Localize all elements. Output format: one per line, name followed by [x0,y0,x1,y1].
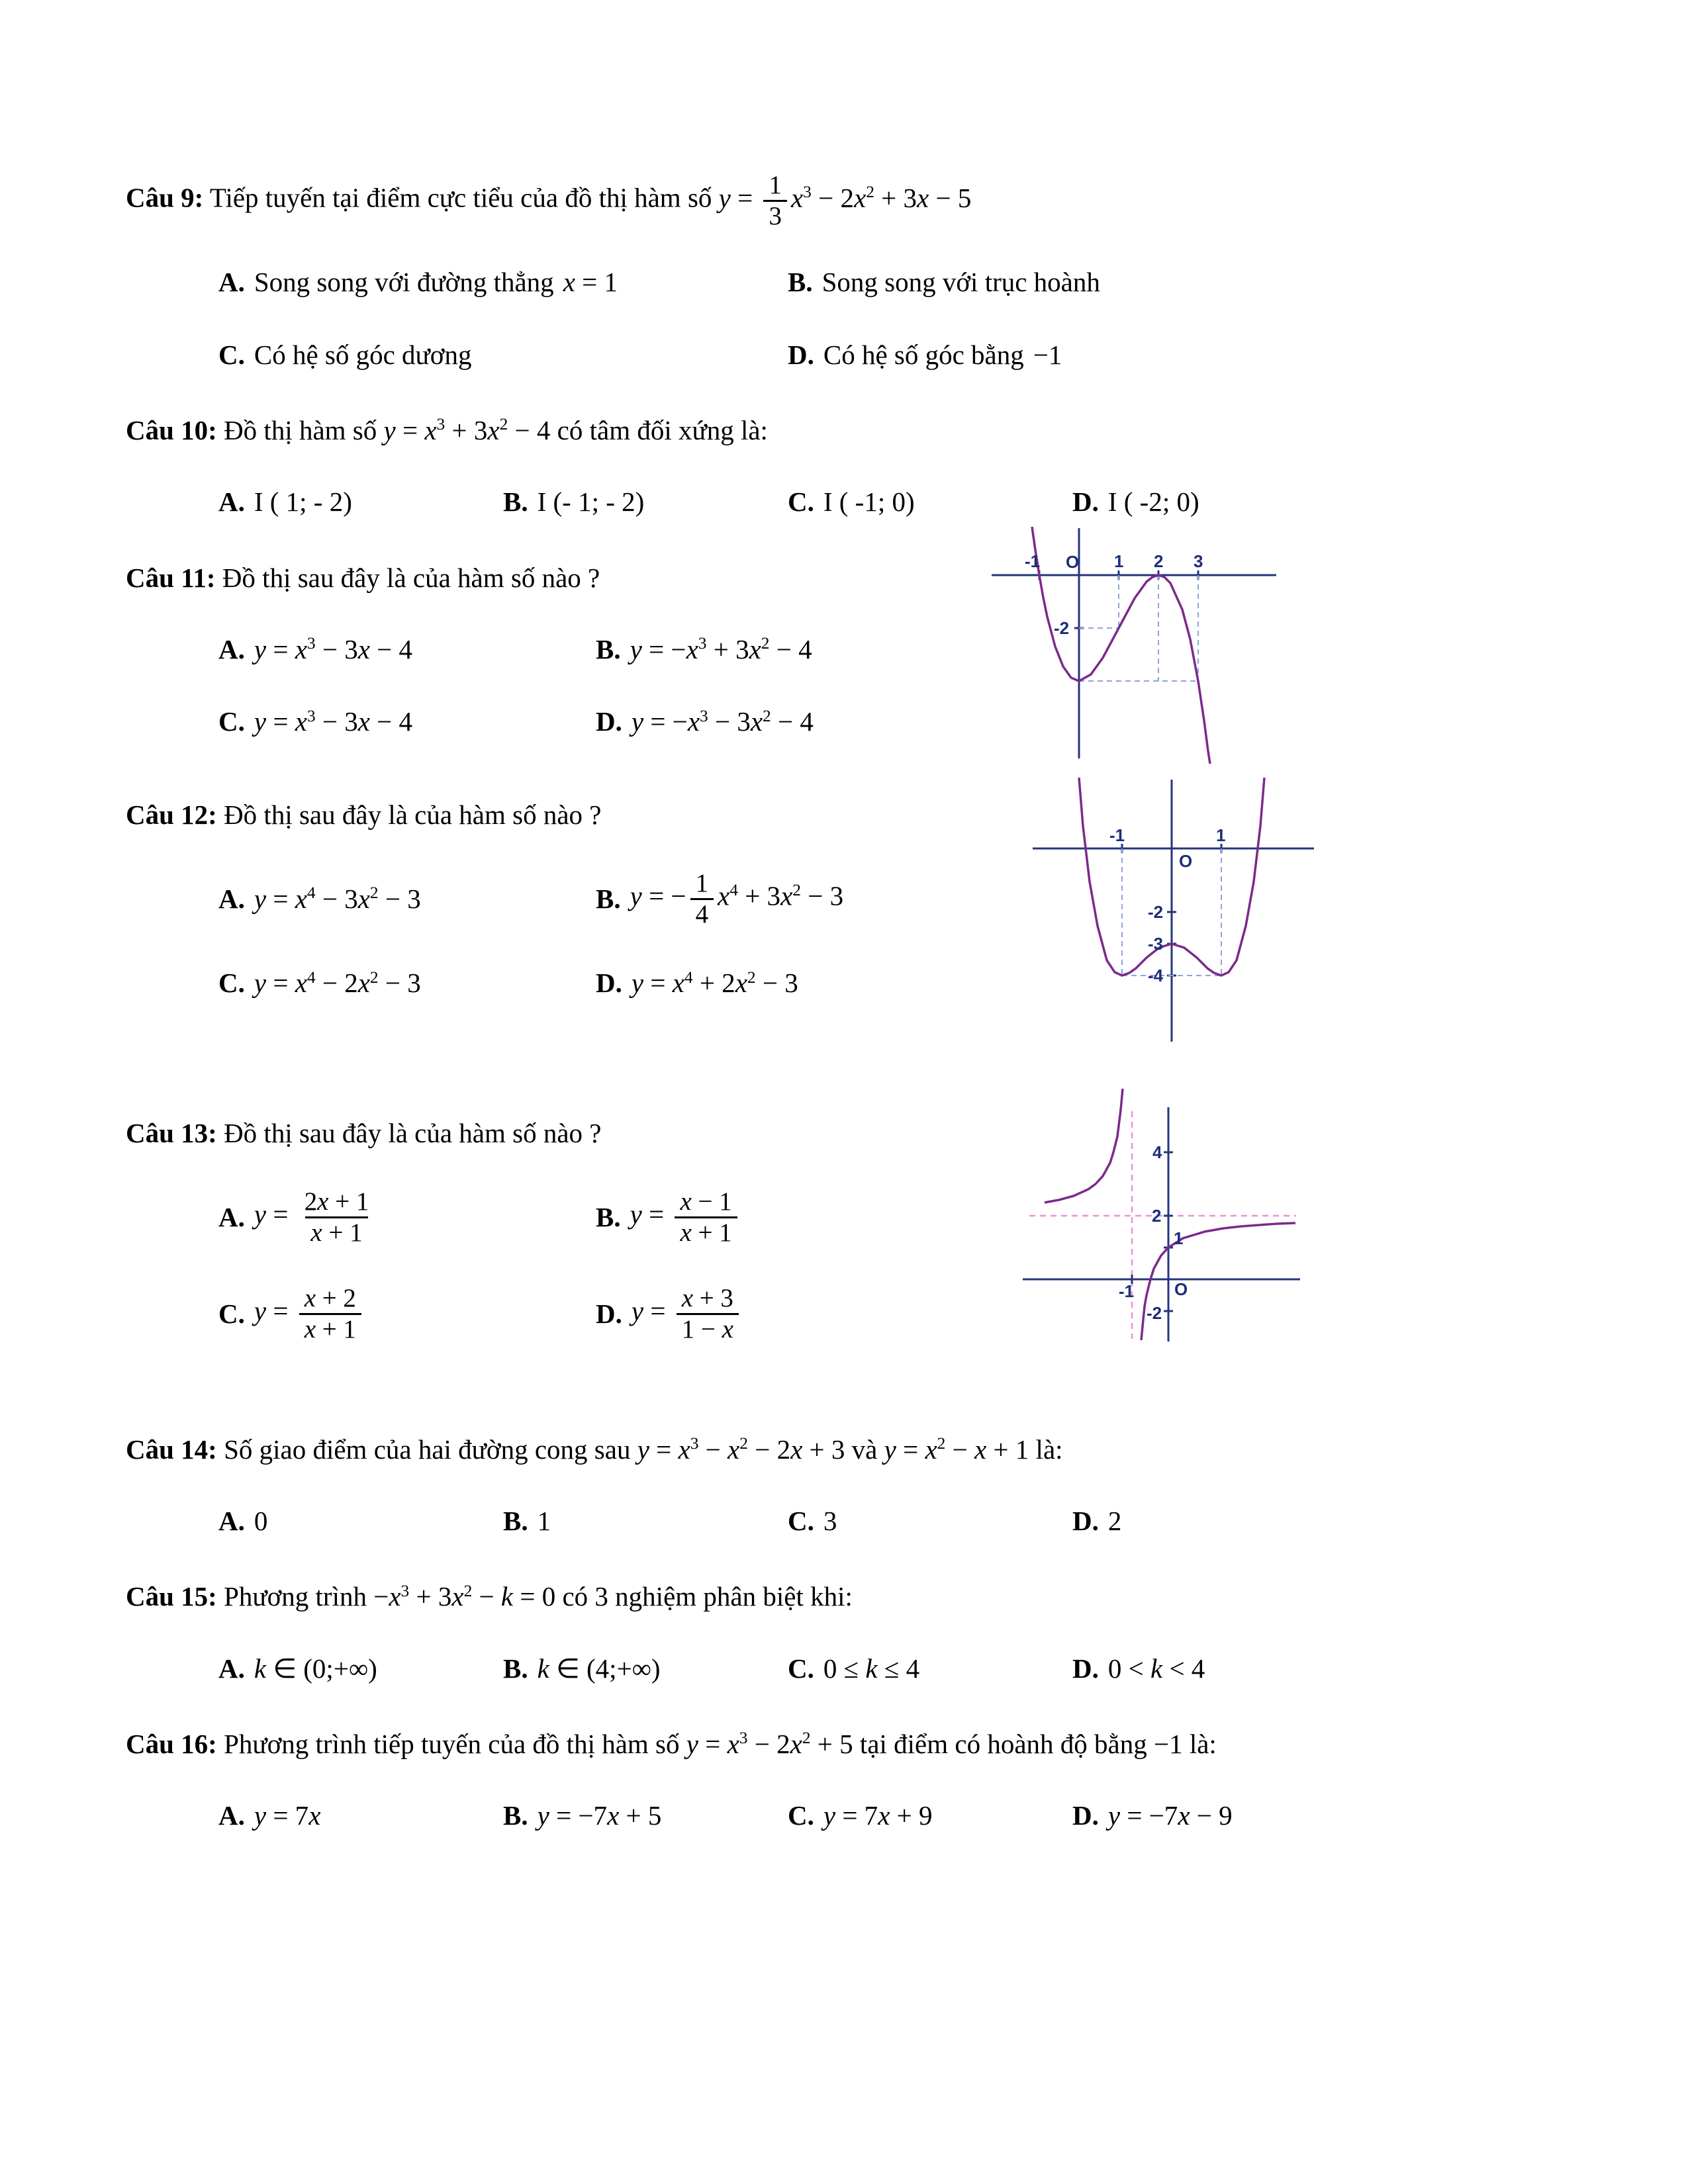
axis-label: 1 [1216,825,1226,845]
option-c [788,484,1072,520]
option-key: C. [788,1505,814,1536]
option-key: B. [503,1800,528,1831]
option-text: I (- 1; - 2) [537,486,645,518]
option-a [218,265,788,300]
axis-label: 4 [1152,1142,1162,1162]
option-a [218,1504,503,1539]
option-c [788,1651,1072,1686]
quartic-graph-figure [1019,776,1324,1055]
question-formula-2: $y = x^2 - x + 1$ [884,1433,1029,1465]
option-key: D. [788,339,814,370]
option-a [218,1187,596,1247]
question-text: Đồ thị sau đây là của hàm số nào ? [224,799,602,830]
question-label: Câu 10: [126,414,217,445]
question-formula: y = $\frac{1}{3}$ $x^3 - 2x^2 + 3x - 5$ [718,171,972,230]
question-12 [126,796,1589,1001]
option-math: k ∈ (4;+∞) [537,1653,661,1684]
options [218,1798,1589,1833]
option-math: y = $\frac{x + 2}{x + 1}$ [254,1284,365,1343]
option-text: 2 [1107,1505,1122,1536]
option-key: C. [218,1298,245,1329]
origin-label: O [1174,1279,1188,1299]
option-math: y = −7x + 5 [537,1800,662,1831]
options [218,1504,1589,1539]
option-key: D. [1072,1800,1099,1831]
option-math: $y = x^3 - 3x - 4$ [254,706,413,737]
option-c [218,338,788,373]
option-key: A. [218,1201,245,1232]
question-label: Câu 13: [126,1117,217,1148]
option-b [788,265,1589,300]
axis-label: 1 [1114,551,1124,571]
question-text: Tiếp tuyến tại điểm cực tiểu của đồ thị hàm số [209,182,712,213]
option-text: Có hệ số góc bằng [823,339,1024,370]
question-text-3: là: [1189,1729,1217,1759]
hyperbola-graph-figure [1013,1081,1304,1352]
cubic-graph-figure [980,525,1284,772]
option-key: B. [503,486,528,518]
question-formula: $-x^3 + 3x^2 - k = 0$ [373,1581,556,1612]
origin-label: O [1179,850,1193,871]
option-math: 0 ≤ k ≤ 4 [823,1653,920,1684]
option-c [218,1284,596,1343]
question-label: Câu 15: [126,1581,217,1612]
option-key: D. [596,706,622,737]
option-math: $y = x^4 + 2x^2 - 3$ [631,968,798,999]
question-text-2: có 3 nghiệm phân biệt khi: [562,1581,853,1612]
option-a [218,1651,503,1686]
axis-label: -1 [1119,1281,1135,1301]
option-math: $y = x^4 - 2x^2 - 3$ [254,968,421,999]
option-key: B. [596,634,621,665]
option-key: C. [788,1800,814,1831]
axis-label: -2 [1148,901,1164,922]
option-math: y = 7x + 9 [823,1800,933,1831]
question-label: Câu 12: [126,799,217,830]
options [218,1187,1589,1344]
question-text: Phương trình [224,1581,367,1612]
option-key: B. [503,1653,528,1684]
axis-label: 1 [1174,1228,1184,1248]
option-key: C. [788,1653,814,1684]
axis-label: 2 [1152,1205,1162,1226]
question-text: Đồ thị sau đây là của hàm số nào ? [224,1117,602,1148]
hyperbola-left-branch [1045,1089,1123,1203]
question-label: Câu 14: [126,1433,217,1465]
question-11 [126,551,1589,740]
option-math: −1 [1033,339,1062,370]
option-key: A. [218,634,245,665]
hyperbola-right-branch [1141,1223,1295,1340]
option-text: I ( -2; 0) [1107,486,1199,518]
option-b [503,1651,788,1686]
axis-label: -2 [1147,1302,1162,1323]
option-a [218,632,596,667]
option-key: B. [503,1505,528,1536]
option-c [788,1504,1072,1539]
axis-label: -2 [1054,617,1070,638]
question-label: Câu 16: [126,1729,217,1759]
options [218,869,1589,1001]
options [218,484,1589,520]
option-math: 0 < k < 4 [1107,1653,1205,1684]
question-label: Câu 11: [126,562,216,593]
option-key: C. [218,706,245,737]
question-text: Số giao điểm của hai đường cong sau [224,1433,631,1465]
option-key: C. [218,968,245,999]
option-text: 3 [823,1505,837,1536]
question-12-line [126,796,1589,835]
question-9 [126,171,1589,373]
option-key: A. [218,486,245,518]
option-key: D. [1072,486,1099,518]
axis-label: -1 [1025,551,1041,571]
question-formula: $y = x^3 + 3x^2 - 4$ [383,414,551,445]
question-13 [126,1114,1589,1344]
option-math: k ∈ (0;+∞) [254,1653,377,1684]
option-a [218,484,503,520]
option-b [503,484,788,520]
option-key: D. [596,1298,622,1329]
options [218,1651,1589,1686]
option-a [218,1798,503,1833]
option-text: I ( 1; - 2) [254,486,352,518]
option-text: Song song với trục hoành [821,267,1100,298]
option-c [218,966,596,1001]
axis-label: -1 [1109,825,1125,845]
question-14 [126,1430,1589,1539]
option-d [1072,1504,1589,1539]
question-text: Đồ thị sau đây là của hàm số nào ? [222,562,600,593]
options [218,265,1589,373]
option-key: D. [1072,1653,1099,1684]
option-key: A. [218,1653,245,1684]
question-13-line [126,1114,1589,1153]
option-key: C. [218,339,245,370]
question-text-3: là: [1035,1433,1063,1465]
option-text: 0 [254,1505,268,1536]
option-math: $y = x^4 - 3x^2 - 3$ [254,883,421,914]
question-15 [126,1577,1589,1686]
option-key: A. [218,267,245,298]
question-text-2: có tâm đối xứng là: [557,414,768,445]
option-a [218,869,596,929]
origin-label: O [1066,551,1080,572]
option-text: Có hệ số góc dương [254,339,472,370]
question-formula: $y = x^3 - x^2 - 2x + 3$ [637,1433,845,1465]
option-math: y = $\frac{2x + 1}{x + 1}$ [254,1187,369,1247]
question-16-line [126,1725,1589,1764]
axis-label: 3 [1194,551,1203,571]
question-text-2: và [851,1433,878,1465]
options [218,632,1589,740]
option-d [788,338,1589,373]
option-math: x = 1 [563,267,618,298]
option-key: A. [218,883,245,914]
option-math: y = − $\frac{1}{4}$ $x^4 + 3x^2 - 3$ [630,869,844,929]
option-key: B. [788,267,813,298]
option-text: Song song với đường thẳng [254,267,554,298]
option-key: B. [596,1201,621,1232]
axis-label: -3 [1148,933,1164,954]
option-key: A. [218,1505,245,1536]
question-10-line [126,411,1589,450]
question-label: Câu 9: [126,182,204,213]
option-key: A. [218,1800,245,1831]
option-math: $y = -x^3 + 3x^2 - 4$ [630,634,812,665]
axis-label: -4 [1148,965,1164,985]
option-d [1072,1651,1589,1686]
question-formula-2: −1 [1153,1729,1183,1759]
option-math: $y = -x^3 - 3x^2 - 4$ [631,706,814,737]
axis-label: 2 [1154,551,1164,571]
option-math: y = $\frac{x - 1}{x + 1}$ [630,1187,741,1247]
question-formula: $y = x^3 - 2x^2 + 5$ [686,1729,853,1759]
question-16 [126,1725,1589,1834]
option-c [218,704,596,739]
option-d [1072,484,1589,520]
option-text: 1 [537,1505,551,1536]
question-15-line [126,1577,1589,1616]
option-b [503,1798,788,1833]
option-c [788,1798,1072,1833]
option-math: y = 7x [254,1800,321,1831]
option-text: I ( -1; 0) [823,486,915,518]
question-text-2: tại điểm có hoành độ bằng [859,1729,1147,1759]
option-d [1072,1798,1589,1833]
option-key: D. [596,968,622,999]
option-key: C. [788,486,814,518]
question-11-line [126,559,1589,598]
option-math: y = −7x − 9 [1107,1800,1233,1831]
option-key: D. [1072,1505,1099,1536]
question-text: Đồ thị hàm số [224,414,377,445]
question-14-line [126,1430,1589,1469]
option-b [503,1504,788,1539]
option-math: y = $\frac{x + 3}{1 - x}$ [632,1284,743,1343]
option-math: $y = x^3 - 3x - 4$ [254,634,413,665]
question-9-line [126,171,1589,230]
option-key: B. [596,883,621,914]
question-10 [126,411,1589,520]
question-text: Phương trình tiếp tuyến của đồ thị hàm số [224,1729,680,1759]
